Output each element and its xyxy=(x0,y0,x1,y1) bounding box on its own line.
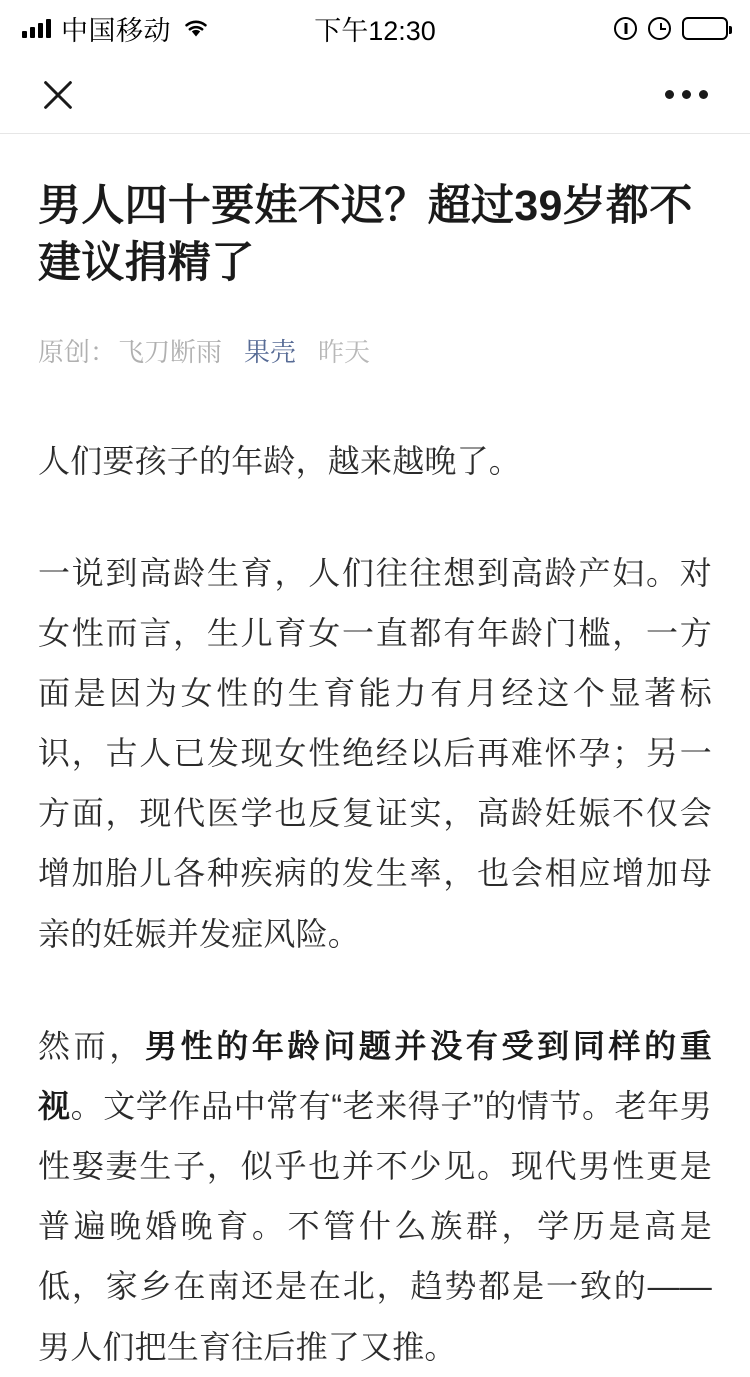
original-label: 原创： xyxy=(38,336,117,367)
status-bar-time: 下午12:30 xyxy=(314,15,436,46)
paragraph-emphasis: 男性的年龄问题并没有受到同样的重视 xyxy=(38,1027,712,1124)
paragraph-lead: 然而， xyxy=(38,1027,145,1064)
paragraph: 一说到高龄生育，人们往往想到高龄产妇。对女性而言，生儿育女一直都有年龄门槛，一方面是因为女性的生育能力有月经这个显著标识，古人已发现女性绝经以后再难怀孕；另一方面，现代医学也反复证实，高龄妊娠不仅会增加胎儿各种疾病的发生率，也会相应增加母亲的妊娠并发症风险。 xyxy=(38,554,712,952)
carrier-label: 中国移动 xyxy=(61,15,171,46)
signal-bars-icon xyxy=(22,18,51,38)
battery-icon xyxy=(682,17,728,40)
alarm-clock-icon xyxy=(648,17,671,40)
article-meta xyxy=(38,332,712,369)
status-bar-left xyxy=(22,9,211,48)
paragraph: 人们要孩子的年龄，越来越晚了。 xyxy=(38,442,522,479)
page-title: 男人四十要娃不迟？超过39岁都不建议捐精了 xyxy=(38,182,693,287)
status-bar-right xyxy=(614,17,728,40)
close-icon[interactable] xyxy=(38,75,78,115)
paragraph xyxy=(38,1016,712,1377)
rotation-lock-icon xyxy=(614,17,637,40)
article-container xyxy=(0,178,750,1377)
publish-time: 昨天 xyxy=(318,336,371,367)
paragraph-rest: 。文学作品中常有“老来得子”的情节。老年男性娶妻生子，似乎也并不少见。现代男性更是普遍晚婚晚育。不管什么族群，学历是高是低，家乡在南还是在北，趋势都是一致的——男人们把生育往后推了又推。 xyxy=(38,1087,713,1365)
author-name: 飞刀断雨 xyxy=(118,336,223,367)
navigation-bar xyxy=(0,56,750,134)
more-options-icon[interactable] xyxy=(665,90,708,99)
article-body xyxy=(38,431,712,1377)
account-name[interactable]: 果壳 xyxy=(244,336,297,367)
status-bar xyxy=(0,0,750,56)
wifi-icon xyxy=(181,17,211,39)
